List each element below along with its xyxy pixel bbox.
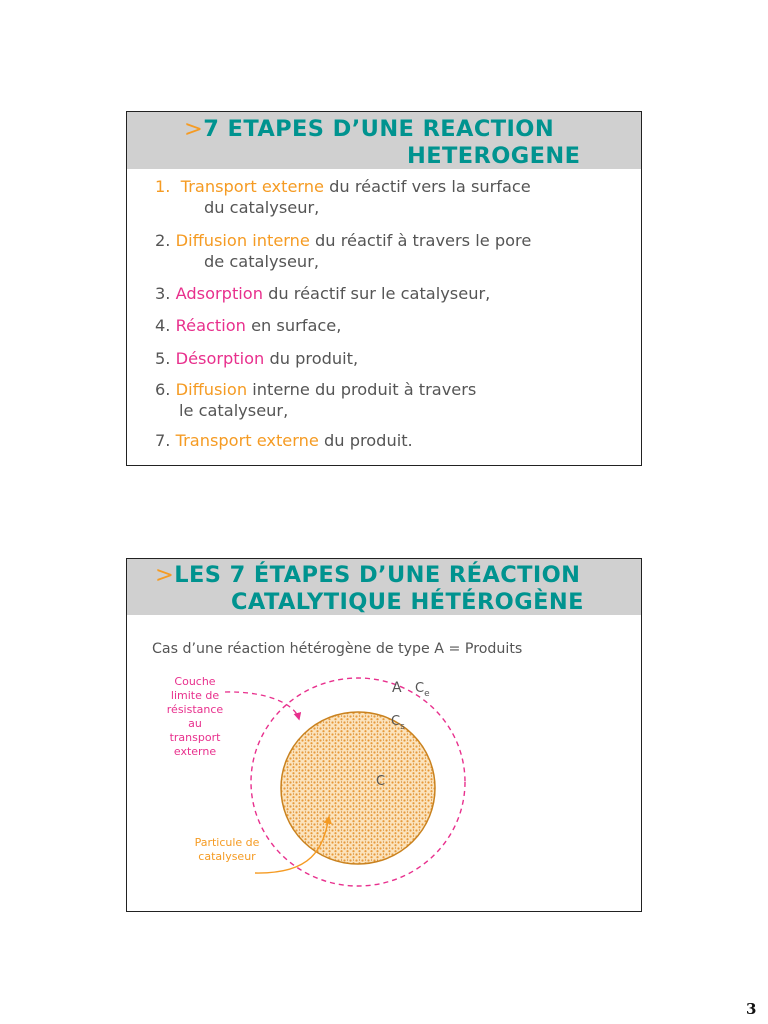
step-3 [155, 283, 490, 304]
slide-1-title-line-2: HETEROGENE [407, 143, 581, 169]
step-number: 7. [155, 431, 171, 450]
step-number: 1. [155, 177, 171, 196]
slide-1-title-line-1 [184, 116, 554, 142]
step-continuation: le catalyseur, [179, 401, 289, 420]
step-number: 5. [155, 349, 171, 368]
step-keyword: Transport externe [175, 431, 319, 450]
step-keyword: Réaction [175, 316, 246, 335]
catalyst-particle [281, 712, 435, 864]
step-continuation: de catalyseur, [204, 252, 319, 271]
label-ce: $C_e$ [415, 681, 430, 699]
svg-text:Couche: Couche [174, 675, 216, 688]
svg-text:transport: transport [169, 731, 221, 744]
step-continuation: du catalyseur, [204, 198, 320, 217]
title-prefix: > [155, 562, 175, 588]
svg-text:Particule de: Particule de [194, 836, 260, 849]
step-number: 6. [155, 380, 171, 399]
step-keyword: Transport externe [180, 177, 325, 196]
step-7 [155, 430, 413, 451]
slide-1-title-bar [127, 112, 641, 169]
step-6 [155, 379, 476, 421]
svg-text:résistance: résistance [166, 703, 224, 716]
slide-1 [126, 111, 642, 466]
step-text: du produit. [318, 431, 413, 450]
svg-text:au: au [188, 717, 202, 730]
step-text: du produit, [264, 349, 359, 368]
step-4 [155, 315, 341, 336]
step-text: du réactif sur le catalyseur, [262, 284, 491, 303]
particle-label [195, 836, 260, 863]
svg-text:externe: externe [173, 745, 217, 758]
diagram-subtitle: Cas d’une réaction hétérogène de type A = Produits [152, 641, 523, 657]
svg-text:catalyseur: catalyseur [198, 850, 256, 863]
step-1 [155, 176, 531, 218]
step-keyword: Adsorption [175, 284, 263, 303]
title-prefix: > [184, 116, 204, 142]
step-number: 3. [155, 284, 171, 303]
slide-2-title-line-2: CATALYTIQUE HÉTÉROGÈNE [231, 589, 584, 615]
title-text: LES 7 ÉTAPES D’UNE RÉACTION [174, 562, 581, 588]
title-text: 7 ETAPES D’UNE REACTION [203, 116, 555, 142]
page-number: 3 [746, 1000, 757, 1018]
step-number: 4. [155, 316, 171, 335]
step-text: en surface, [245, 316, 342, 335]
step-2 [155, 230, 531, 272]
step-text: du réactif à travers le pore [309, 231, 532, 250]
step-keyword: Diffusion [175, 380, 248, 399]
svg-text:limite de: limite de [170, 689, 220, 702]
label-c: C [376, 774, 386, 789]
step-text: du réactif vers la surface [324, 177, 531, 196]
slide-2 [126, 558, 642, 912]
step-number: 2. [155, 231, 171, 250]
step-keyword: Diffusion interne [175, 231, 310, 250]
label-cs: $C_s$ [391, 714, 405, 732]
step-keyword: Désorption [175, 349, 265, 368]
label-a: A [392, 680, 402, 696]
step-5 [155, 348, 358, 369]
boundary-label [167, 675, 224, 758]
boundary-arrow [225, 692, 299, 719]
step-text: interne du produit à travers [247, 380, 477, 399]
catalyst-particle-diagram [127, 559, 641, 911]
